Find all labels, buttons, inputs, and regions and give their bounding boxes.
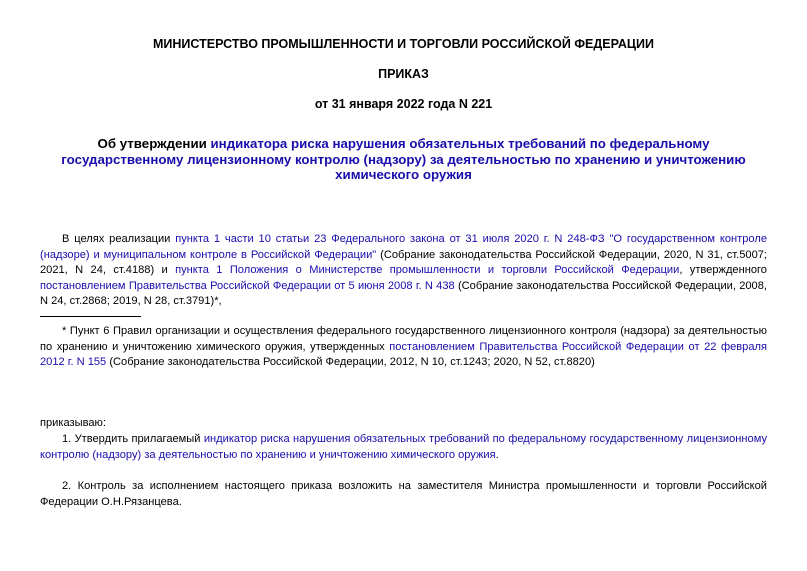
preamble-text-3: , утвержденного <box>679 264 767 276</box>
order-word: приказываю: <box>40 417 106 429</box>
item-2-paragraph: 2. Контроль за исполнением настоящего приказа возложить на заместителя Министра промышленности и торговли Российской Федерации О.Н.Рязанцева. <box>40 480 767 508</box>
date-number-heading: от 31 января 2022 года N 221 <box>314 97 493 111</box>
title-prefix: Об утверждении <box>97 136 211 151</box>
footnote-text-1: * Пункт 6 Правил организации и осуществления федерального государственного лицензионного контроля (надзора) за деятельностью по хранению и уничтожению химического оружия, утвержденных <box>40 325 767 353</box>
item-1-end: . <box>495 448 499 461</box>
ministry-regulation-link[interactable]: пункта 1 Положения о Министерстве промышленности и торговли Российской Федерации <box>175 264 680 276</box>
footnote-text-2: (Собрание законодательства Российской Федерации, 2012, N 10, ст.1243; 2020, N 52, ст.8820) <box>106 356 595 368</box>
footnote-paragraph <box>40 324 767 371</box>
preamble-text-2: (Собрание законодательства Российской Федерации, 2020, N 31, ст.5007; 2021, N 24, ст.4188) и <box>40 248 767 276</box>
law-248fz-link[interactable]: пункта 1 части 10 статьи 23 Федерального закона от 31 июля 2020 г. N 248-ФЗ "О государственном контроле (надзоре) и муниципальном контроле в Российской Федерации" <box>40 233 767 261</box>
footnote-divider <box>40 316 141 317</box>
resolution-155-link[interactable]: постановлением Правительства Российской Федерации от 22 февраля 2012 г. N 155 <box>40 340 768 368</box>
preamble-paragraph <box>40 232 767 310</box>
item-1-paragraph <box>40 432 767 463</box>
ministry-heading: МИНИСТЕРСТВО ПРОМЫШЛЕННОСТИ И ТОРГОВЛИ РОССИЙСКОЙ ФЕДЕРАЦИИ <box>153 37 654 51</box>
item-1-text: 1. Утвердить прилагаемый <box>62 433 204 445</box>
doc-type-heading: ПРИКАЗ <box>378 67 429 81</box>
preamble-text-1: В целях реализации <box>62 233 176 245</box>
document-title <box>40 136 767 183</box>
indicator-link[interactable]: индикатор риска нарушения обязательных требований по федеральному государственному лицензионному контролю (надзору) за деятельностью по хранению и уничтожению химического оружия <box>40 433 768 461</box>
preamble-text-4: (Собрание законодательства Российской Федерации, 2008, N 24, ст.2868; 2019, N 28, ст.3791)*, <box>40 279 767 307</box>
resolution-438-link[interactable]: постановлением Правительства Российской Федерации от 5 июня 2008 г. N 438 <box>40 279 455 292</box>
title-indicator-link[interactable]: индикатора риска нарушения обязательных требований по федеральному государственному лицензионному контролю (надзору) за деятельностью по хранению и уничтожению химического оружия <box>61 136 746 182</box>
